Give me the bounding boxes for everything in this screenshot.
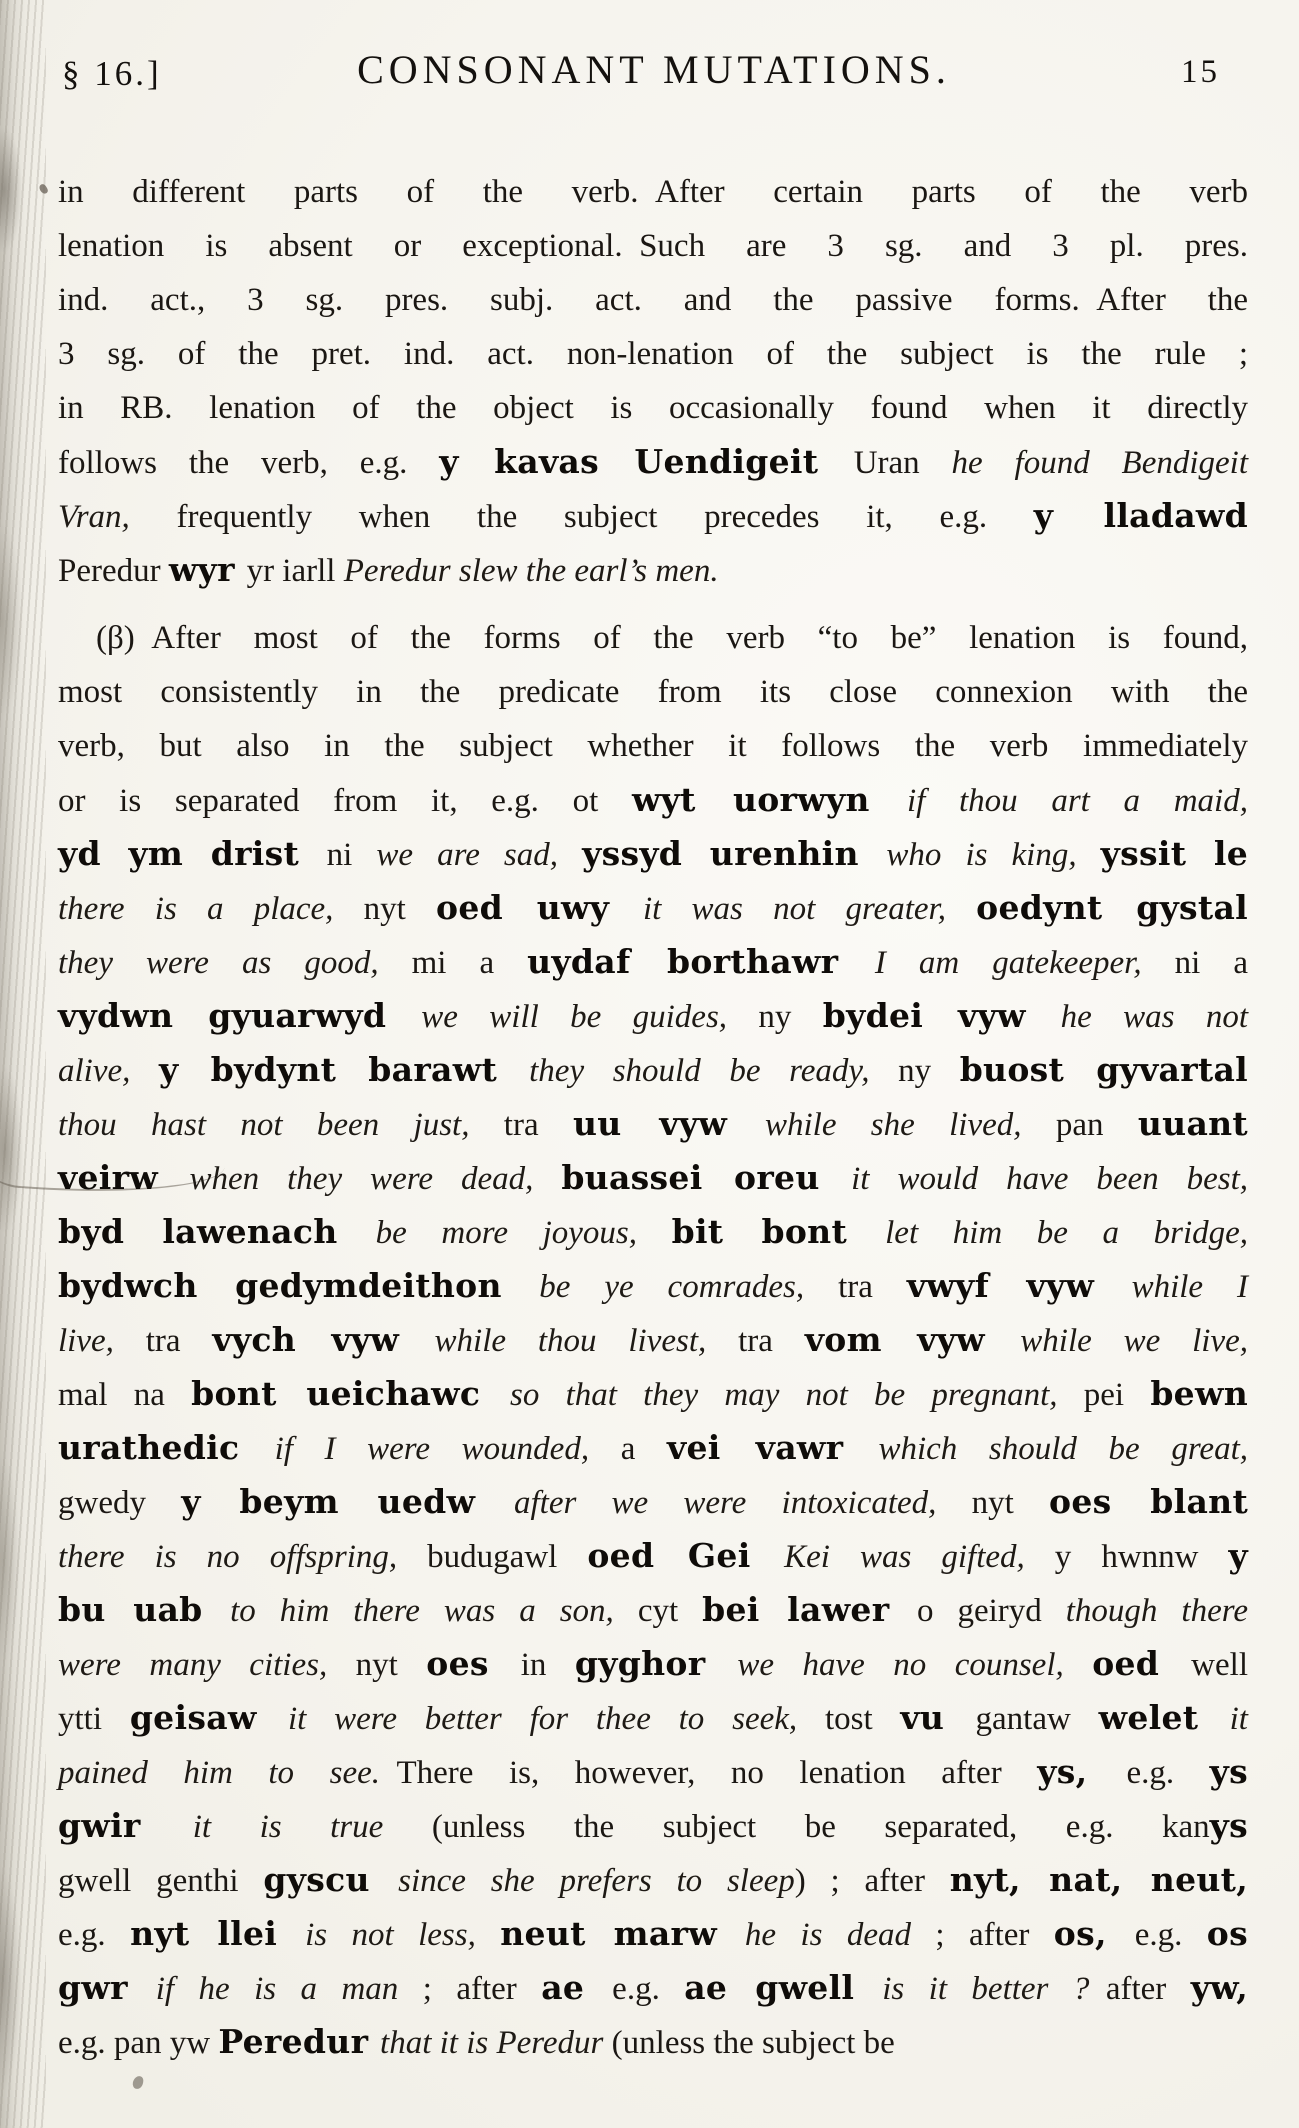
roman-text: or is separated from it, e.g. ot bbox=[58, 783, 632, 819]
welsh-bold-text: yssyd urenhin bbox=[582, 834, 887, 873]
roman-text: after bbox=[1105, 1971, 1191, 2007]
roman-text: yr iarll bbox=[246, 553, 344, 589]
roman-text: y hwnnw bbox=[1054, 1539, 1229, 1575]
welsh-bold-text: gwr bbox=[58, 1968, 156, 2007]
translation-italic-text: while she lived, bbox=[764, 1107, 1056, 1143]
welsh-bold-text: oedynt gystal bbox=[976, 888, 1248, 927]
roman-text: ; after bbox=[422, 1971, 542, 2007]
text-line bbox=[58, 1043, 1248, 1097]
section-mark: § 16.] bbox=[62, 54, 162, 93]
page-number: 15 bbox=[1181, 54, 1220, 90]
welsh-bold-text: bewn bbox=[1150, 1374, 1248, 1413]
welsh-bold-text: gyscu bbox=[263, 1860, 399, 1899]
welsh-bold-text: wyr bbox=[168, 550, 247, 589]
welsh-bold-text: neut marw bbox=[500, 1914, 745, 1953]
translation-italic-text: let him be a bridge, bbox=[885, 1215, 1249, 1251]
roman-text: lenation is absent or exceptional. Such are 3 sg. and 3 pl. pres. bbox=[58, 228, 1248, 264]
welsh-bold-text: geisaw bbox=[129, 1698, 288, 1737]
text-line bbox=[58, 1529, 1248, 1583]
roman-text: e.g. bbox=[58, 1917, 131, 1953]
text-line bbox=[58, 2015, 1248, 2069]
welsh-bold-text: bit bont bbox=[671, 1212, 886, 1251]
translation-italic-text: be more joyous, bbox=[375, 1215, 672, 1251]
text-line bbox=[58, 1151, 1248, 1205]
roman-text: tra bbox=[738, 1323, 805, 1359]
translation-italic-text: though there bbox=[1065, 1593, 1248, 1629]
roman-text: tra bbox=[145, 1323, 213, 1359]
text-line bbox=[58, 665, 1248, 719]
text-line bbox=[58, 327, 1248, 381]
translation-italic-text: when they were dead, bbox=[189, 1161, 562, 1197]
welsh-bold-text: os bbox=[1206, 1914, 1248, 1953]
roman-text: nyt bbox=[363, 891, 437, 927]
roman-text: nyt bbox=[971, 1485, 1050, 1521]
text-line bbox=[58, 1799, 1248, 1853]
translation-italic-text: after we were intoxicated, bbox=[513, 1485, 972, 1521]
text-line bbox=[58, 935, 1248, 989]
welsh-bold-text: ys bbox=[1209, 1752, 1248, 1791]
text-line bbox=[58, 611, 1248, 665]
translation-italic-text: which should be great, bbox=[878, 1431, 1248, 1467]
text-line bbox=[58, 1421, 1248, 1475]
translation-italic-text: it would have been best, bbox=[851, 1161, 1248, 1197]
translation-italic-text: while we live, bbox=[1020, 1323, 1249, 1359]
roman-text: e.g. bbox=[1126, 1755, 1210, 1791]
roman-text: tost bbox=[824, 1701, 901, 1737]
text-line bbox=[58, 1205, 1248, 1259]
roman-text: pan bbox=[1055, 1107, 1138, 1143]
welsh-bold-text: nyt llei bbox=[130, 1914, 306, 1953]
roman-text: well bbox=[1191, 1647, 1248, 1683]
roman-text: (β) After most of the forms of the verb “to be” lenation is found, bbox=[96, 620, 1248, 656]
text-line bbox=[58, 1853, 1248, 1907]
roman-text: (unless the subject be bbox=[611, 2025, 895, 2061]
text-line bbox=[58, 1637, 1248, 1691]
text-line bbox=[58, 719, 1248, 773]
text-line bbox=[58, 219, 1248, 273]
translation-italic-text: he is dead bbox=[744, 1917, 936, 1953]
translation-italic-text: Vran, bbox=[58, 499, 177, 535]
roman-text: nyt bbox=[355, 1647, 427, 1683]
translation-italic-text: is it better ? bbox=[882, 1971, 1106, 2007]
roman-text: ni a bbox=[1174, 945, 1248, 981]
roman-text: pei bbox=[1083, 1377, 1151, 1413]
translation-italic-text: there is a place, bbox=[58, 891, 364, 927]
page-title: CONSONANT MUTATIONS. bbox=[357, 47, 951, 92]
welsh-bold-text: gwir bbox=[58, 1806, 193, 1845]
translation-italic-text: it were better for thee to seek, bbox=[287, 1701, 825, 1737]
welsh-bold-text: ys, bbox=[1037, 1752, 1127, 1791]
translation-italic-text: pained him to see. bbox=[58, 1755, 397, 1791]
welsh-bold-text: y lladawd bbox=[1033, 496, 1248, 535]
translation-italic-text: so that they may not be pregnant, bbox=[510, 1377, 1084, 1413]
translation-italic-text: to him there was a son, bbox=[230, 1593, 638, 1629]
translation-italic-text: it was not greater, bbox=[642, 891, 977, 927]
welsh-bold-text: oes bbox=[426, 1644, 521, 1683]
text-line bbox=[58, 273, 1248, 327]
welsh-bold-text: buassei oreu bbox=[561, 1158, 852, 1197]
translation-italic-text: if he is a man bbox=[155, 1971, 423, 2007]
welsh-bold-text: vydwn gyuarwyd bbox=[58, 996, 422, 1035]
welsh-bold-text: os, bbox=[1053, 1914, 1135, 1953]
text-line bbox=[58, 827, 1248, 881]
roman-text: follows the verb, e.g. bbox=[58, 445, 440, 481]
translation-italic-text: since she prefers to sleep bbox=[398, 1863, 795, 1899]
welsh-bold-text: bei lawer bbox=[702, 1590, 917, 1629]
translation-italic-text: they were as good, bbox=[58, 945, 412, 981]
welsh-bold-text: y bydynt barawt bbox=[159, 1050, 530, 1089]
roman-text: mi a bbox=[411, 945, 528, 981]
roman-text: in different parts of the verb. After certain parts of the verb bbox=[58, 174, 1248, 210]
scan-ink-speck bbox=[132, 2075, 144, 2090]
welsh-bold-text: y bbox=[1228, 1536, 1249, 1575]
translation-italic-text: while thou livest, bbox=[434, 1323, 739, 1359]
translation-italic-text: they should be ready, bbox=[529, 1053, 899, 1089]
roman-text: verb, but also in the subject whether it follows the verb immediately bbox=[58, 728, 1248, 764]
text-line bbox=[58, 1259, 1248, 1313]
welsh-bold-text: vwyf vyw bbox=[906, 1266, 1132, 1305]
welsh-bold-text: welet bbox=[1098, 1698, 1230, 1737]
welsh-bold-text: veirw bbox=[58, 1158, 190, 1197]
roman-text: ny bbox=[898, 1053, 960, 1089]
text-line bbox=[58, 1745, 1248, 1799]
scan-edge-texture bbox=[0, 0, 46, 2128]
roman-text: cyt bbox=[637, 1593, 703, 1629]
welsh-bold-text: gyghor bbox=[574, 1644, 738, 1683]
roman-text: There is, however, no lenation after bbox=[396, 1755, 1038, 1791]
text-line bbox=[58, 881, 1248, 935]
welsh-bold-text: ys bbox=[1209, 1806, 1248, 1845]
text-line bbox=[58, 543, 1248, 597]
welsh-bold-text: urathedic bbox=[58, 1428, 275, 1467]
welsh-bold-text: byd lawenach bbox=[58, 1212, 376, 1251]
roman-text: o geiryd bbox=[916, 1593, 1066, 1629]
translation-italic-text: while I bbox=[1131, 1269, 1248, 1305]
roman-text: (unless the subject be separated, e.g. kan bbox=[431, 1809, 1210, 1845]
roman-text: Uran bbox=[853, 445, 952, 481]
translation-italic-text: that it is Peredur bbox=[380, 2025, 612, 2061]
text-line bbox=[58, 1961, 1248, 2015]
welsh-bold-text: bydei vyw bbox=[822, 996, 1061, 1035]
roman-text: frequently when the subject precedes it, e.g. bbox=[176, 499, 1034, 535]
text-line bbox=[58, 1475, 1248, 1529]
welsh-bold-text: vei vawr bbox=[666, 1428, 879, 1467]
welsh-bold-text: vom vyw bbox=[804, 1320, 1021, 1359]
roman-text: gantaw bbox=[975, 1701, 1099, 1737]
text-block bbox=[58, 165, 1248, 2069]
translation-italic-text: it bbox=[1229, 1701, 1248, 1737]
welsh-bold-text: bont ueichawc bbox=[191, 1374, 511, 1413]
roman-text: a bbox=[620, 1431, 667, 1467]
text-line bbox=[58, 1691, 1248, 1745]
text-line bbox=[58, 1097, 1248, 1151]
translation-italic-text: who is king, bbox=[886, 837, 1101, 873]
translation-italic-text: we will be guides, bbox=[421, 999, 759, 1035]
roman-text: tra bbox=[503, 1107, 573, 1143]
welsh-bold-text: wyt uorwyn bbox=[631, 780, 907, 819]
welsh-bold-text: yw, bbox=[1190, 1968, 1248, 2007]
translation-italic-text: were many cities, bbox=[58, 1647, 356, 1683]
translation-italic-text: if I were wounded, bbox=[274, 1431, 621, 1467]
translation-italic-text: if thou art a maid, bbox=[906, 783, 1248, 819]
welsh-bold-text: vu bbox=[900, 1698, 976, 1737]
roman-text: gwedy bbox=[58, 1485, 182, 1521]
text-line bbox=[58, 989, 1248, 1043]
welsh-bold-text: Peredur bbox=[218, 2022, 381, 2061]
text-line bbox=[58, 1367, 1248, 1421]
page-header bbox=[60, 46, 1248, 102]
welsh-bold-text: uydaf borthawr bbox=[527, 942, 875, 981]
translation-italic-text: we are sad, bbox=[376, 837, 583, 873]
text-line bbox=[58, 435, 1248, 489]
roman-text: ny bbox=[758, 999, 823, 1035]
translation-italic-text: he found Bendigeit bbox=[951, 445, 1249, 481]
welsh-bold-text: y kavas Uendigeit bbox=[439, 442, 854, 481]
text-line bbox=[58, 773, 1248, 827]
translation-italic-text: be ye comrades, bbox=[539, 1269, 839, 1305]
translation-italic-text: he was not bbox=[1060, 999, 1249, 1035]
roman-text: ytti bbox=[58, 1701, 130, 1737]
roman-text: mal na bbox=[58, 1377, 192, 1413]
roman-text: ni bbox=[326, 837, 377, 873]
welsh-bold-text: oed Gei bbox=[587, 1536, 785, 1575]
welsh-bold-text: buost gyvartal bbox=[959, 1050, 1248, 1089]
text-line bbox=[58, 381, 1248, 435]
translation-italic-text: we have no counsel, bbox=[737, 1647, 1093, 1683]
translation-italic-text: Kei was gifted, bbox=[784, 1539, 1055, 1575]
text-line bbox=[58, 1583, 1248, 1637]
welsh-bold-text: y beym uedw bbox=[181, 1482, 514, 1521]
translation-italic-text: I am gatekeeper, bbox=[874, 945, 1175, 981]
translation-italic-text: Peredur slew the earl’s men. bbox=[343, 553, 719, 589]
roman-text: e.g. bbox=[612, 1971, 685, 2007]
translation-italic-text: it is true bbox=[192, 1809, 432, 1845]
welsh-bold-text: yssit le bbox=[1100, 834, 1248, 873]
welsh-bold-text: uu vyw bbox=[572, 1104, 765, 1143]
welsh-bold-text: yd ym drist bbox=[58, 834, 327, 873]
translation-italic-text: there is no offspring, bbox=[58, 1539, 428, 1575]
roman-text: gwell genthi bbox=[58, 1863, 264, 1899]
welsh-bold-text: bu uab bbox=[58, 1590, 231, 1629]
roman-text: 3 sg. of the pret. ind. act. non-lenation of the subject is the rule ; bbox=[58, 336, 1248, 372]
roman-text: in bbox=[520, 1647, 575, 1683]
text-line bbox=[58, 165, 1248, 219]
welsh-bold-text: ae gwell bbox=[684, 1968, 883, 2007]
roman-text: ; after bbox=[935, 1917, 1054, 1953]
text-line bbox=[58, 489, 1248, 543]
translation-italic-text: thou hast not been just, bbox=[58, 1107, 504, 1143]
welsh-bold-text: oes blant bbox=[1049, 1482, 1248, 1521]
translation-italic-text: live, bbox=[58, 1323, 146, 1359]
text-line bbox=[58, 1907, 1248, 1961]
roman-text: in RB. lenation of the object is occasionally found when it directly bbox=[58, 390, 1248, 426]
roman-text: e.g. pan yw bbox=[58, 2025, 219, 2061]
welsh-bold-text: uuant bbox=[1137, 1104, 1248, 1143]
translation-italic-text: is not less, bbox=[305, 1917, 501, 1953]
welsh-bold-text: bydwch gedymdeithon bbox=[58, 1266, 540, 1305]
roman-text: ) ; after bbox=[794, 1863, 950, 1899]
roman-text: tra bbox=[838, 1269, 907, 1305]
translation-italic-text: alive, bbox=[58, 1053, 159, 1089]
roman-text: Peredur bbox=[58, 553, 169, 589]
welsh-bold-text: nyt, nat, neut, bbox=[949, 1860, 1248, 1899]
roman-text: e.g. bbox=[1134, 1917, 1207, 1953]
welsh-bold-text: oed bbox=[1092, 1644, 1192, 1683]
welsh-bold-text: ae bbox=[541, 1968, 613, 2007]
roman-text: budugawl bbox=[427, 1539, 588, 1575]
welsh-bold-text: oed uwy bbox=[436, 888, 643, 927]
roman-text: ind. act., 3 sg. pres. subj. act. and the passive forms. After the bbox=[58, 282, 1248, 318]
roman-text: most consistently in the predicate from its close connexion with the bbox=[58, 674, 1248, 710]
text-line bbox=[58, 1313, 1248, 1367]
welsh-bold-text: vych vyw bbox=[212, 1320, 435, 1359]
